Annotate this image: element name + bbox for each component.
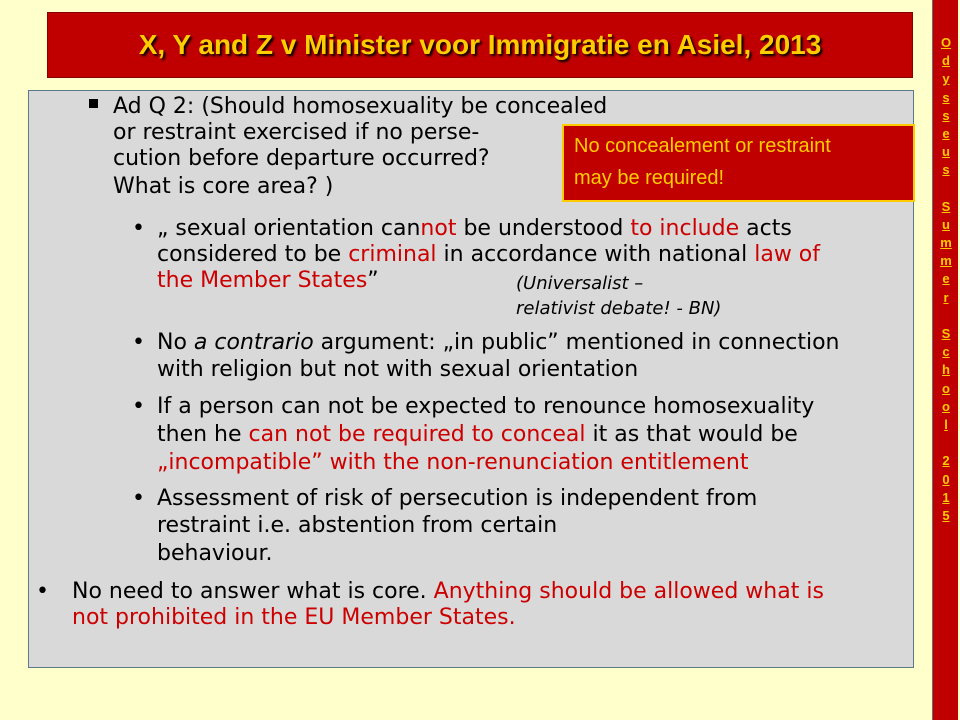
bullet-line <box>157 268 379 294</box>
callout-line: No concealement or restraint <box>574 135 831 157</box>
text-run: considered to be <box>157 242 349 267</box>
side-label-char <box>933 434 959 452</box>
side-label-char: c <box>942 344 950 360</box>
side-label-char: o <box>942 398 950 414</box>
text-run-red: can not be required to conceal <box>248 422 586 447</box>
text-run-red: the Member States <box>157 268 368 293</box>
side-label-char: 5 <box>942 507 950 523</box>
side-label-char: s <box>942 162 950 178</box>
bullet-line <box>157 216 792 242</box>
text-run: No <box>157 330 194 355</box>
side-label-char: e <box>942 271 950 287</box>
side-label-char: h <box>942 362 950 378</box>
callout-box <box>562 124 915 202</box>
side-label-char: u <box>942 216 950 232</box>
side-label-char: s <box>942 107 950 123</box>
side-label-char: r <box>943 289 949 305</box>
annotation-note: relativist debate! - BN) <box>516 298 722 319</box>
text-run-red: law of <box>754 242 821 267</box>
round-bullet-icon: • <box>36 579 49 604</box>
text-run-red: not <box>420 216 457 241</box>
side-label-char: y <box>942 71 950 87</box>
side-label-strip <box>932 0 958 720</box>
bullet-line: If a person can not be expected to renounce homosexuality <box>157 394 815 419</box>
side-label-char: S <box>941 198 951 214</box>
bullet-line <box>72 579 824 605</box>
text-run-red: Anything should be allowed what is <box>433 579 824 604</box>
text-run: ” <box>367 268 379 293</box>
side-label-char: 0 <box>942 471 950 487</box>
side-label-char: o <box>942 380 950 396</box>
text-run-red: „incompatible” <box>157 450 323 475</box>
side-label-char <box>933 180 959 198</box>
text-run: in accordance with national <box>436 242 755 267</box>
bullet-line: behaviour. <box>157 541 273 566</box>
side-label <box>933 34 959 525</box>
main-point-line: cution before departure occurred? <box>113 146 490 171</box>
text-run-red: with the non-renunciation entitlement <box>322 450 749 475</box>
side-label-char: 2 <box>942 453 950 469</box>
title-banner <box>47 12 913 78</box>
text-run: be understood <box>456 216 631 241</box>
slide-title: X, Y and Z v Minister voor Immigratie en Asiel, 2013 <box>138 29 822 60</box>
text-run: then he <box>157 422 249 447</box>
text-run-red: criminal <box>348 242 437 267</box>
round-bullet-icon: • <box>132 394 145 419</box>
side-label-char: 1 <box>942 489 950 505</box>
side-label-char: O <box>940 35 952 50</box>
main-point-line: Ad Q 2: (Should homosexuality be concealed <box>113 94 608 119</box>
bullet-line: Assessment of risk of persecution is independent from <box>157 486 758 511</box>
side-label-char: s <box>942 89 950 105</box>
bullet-line <box>157 330 840 356</box>
round-bullet-icon: • <box>132 216 145 241</box>
main-point-line: or restraint exercised if no perse- <box>113 120 480 145</box>
side-label-char: S <box>941 326 951 341</box>
main-point-line: What is core area? ) <box>113 174 334 199</box>
text-run: No need to answer what is core. <box>72 579 434 604</box>
bullet-line <box>157 242 820 268</box>
text-run: acts <box>739 216 792 241</box>
callout-line: may be required! <box>574 167 725 189</box>
annotation-note: (Universalist – <box>516 273 644 294</box>
side-label-char <box>933 307 959 325</box>
round-bullet-icon: • <box>132 330 145 355</box>
side-label-char: m <box>940 235 952 251</box>
side-label-char: u <box>942 144 950 160</box>
side-label-char: d <box>942 53 950 69</box>
bullet-line: with religion but not with sexual orientation <box>157 357 639 382</box>
bullet-line: restraint i.e. abstention from certain <box>157 513 558 538</box>
text-run: „ sexual orientation can <box>157 216 421 241</box>
round-bullet-icon: • <box>132 486 145 511</box>
text-run-red: to include <box>630 216 740 241</box>
bullet-line <box>157 422 798 448</box>
side-label-char: m <box>940 253 952 269</box>
bullet-line <box>157 450 748 476</box>
text-run: argument: „in public” mentioned in connection <box>313 330 840 355</box>
bullet-line: not prohibited in the EU Member States. <box>72 605 516 630</box>
side-label-char: e <box>942 125 950 141</box>
text-run-italic: a contrario <box>193 330 314 355</box>
side-label-char: l <box>944 416 948 432</box>
square-bullet-icon <box>89 99 98 108</box>
text-run: it as that would be <box>585 422 798 447</box>
